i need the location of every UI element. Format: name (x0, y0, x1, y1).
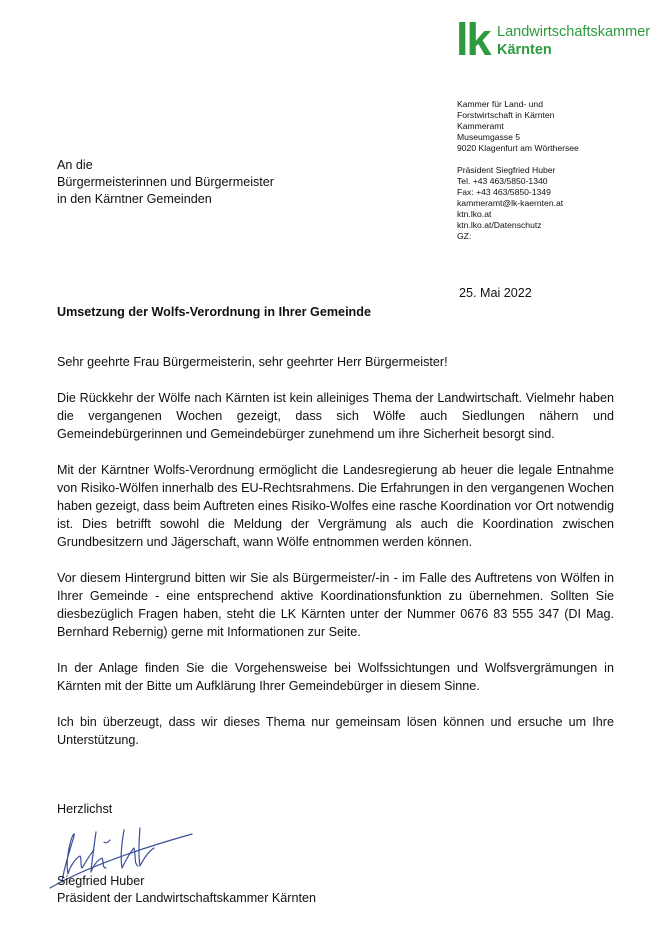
signer-name: Siegfried Huber (57, 874, 145, 888)
letter-date: 25. Mai 2022 (459, 286, 532, 300)
logo-line-1: Landwirtschaftskammer (497, 24, 651, 40)
sender-info (457, 99, 657, 242)
sender-line: Präsident Siegfried Huber (457, 165, 556, 175)
sender-reference: GZ: (457, 231, 472, 241)
letter-subject: Umsetzung der Wolfs-Verordnung in Ihrer Gemeinde (57, 305, 371, 319)
paragraph: Mit der Kärntner Wolfs-Verordnung ermöglicht die Landesregierung ab heuer die legale Entnahme von Risiko-Wölfen innerhalb des EU-Rechtsrahmens. Die Erfahrungen in den vergangenen Wochen haben gezeigt, dass beim Auftreten eines Risiko-Wolfes eine rasche Koordination vor Ort notwendig ist. Dies betrifft sowohl die Meldung der Vergrämung als auch die Koordination zwischen Grundbesitzern und Jägerschaft, wann Wölfe entnommen werden können. (57, 463, 615, 549)
logo-mark: lk (456, 14, 490, 65)
sender-email: kammeramt@lk-kaernten.at (457, 198, 564, 208)
paragraph: Die Rückkehr der Wölfe nach Kärnten ist kein alleiniges Thema der Landwirtschaft. Vielmehr haben die vergangenen Wochen gezeigt, dass sich Wölfe auch Siedlungen nähern und Gemeindebürgerinnen und Gemeindebürger zunehmend um ihre Sicherheit besorgt sind. (57, 391, 614, 441)
sender-line: Kammer für Land- und (457, 99, 543, 109)
paragraph: Vor diesem Hintergrund bitten wir Sie als Bürgermeister/-in - im Falle des Auftretens von Wölfen in Ihrer Gemeinde - eine entsprechend aktive Koordinationsfunktion zu übernehmen. Sollten Sie diesbezüglich Fragen haben, steht die LK Kärnten unter der Nummer 0676 83 555 347 (DI Mag. Bernhard Rebernig) gerne mit Informationen zur Seite. (57, 571, 614, 639)
sender-line: Kammeramt (457, 121, 504, 131)
sender-line: Museumgasse 5 (457, 132, 521, 142)
paragraph: In der Anlage finden Sie die Vorgehensweise bei Wolfssichtungen und Wolfsvergrämungen in Kärnten mit der Bitte um Aufklärung Ihrer Gemeindebürger in diesem Sinne. (57, 661, 614, 693)
recipient-line: in den Kärntner Gemeinden (57, 192, 212, 206)
logo-line-2: Kärnten (497, 42, 552, 58)
sender-line: Fax: +43 463/5850-1349 (457, 187, 551, 197)
recipient-address (57, 157, 274, 208)
salutation: Sehr geehrte Frau Bürgermeisterin, sehr geehrter Herr Bürgermeister! (57, 355, 448, 369)
sender-line: Forstwirtschaft in Kärnten (457, 110, 555, 120)
closing: Herzlichst (57, 802, 113, 816)
sender-website: ktn.lko.at (457, 209, 492, 219)
paragraph: Ich bin überzeugt, dass wir dieses Thema nur gemeinsam lösen können und ersuche um Ihre Unterstützung. (57, 715, 614, 747)
sender-line: Tel. +43 463/5850-1340 (457, 176, 548, 186)
recipient-line: An die (57, 158, 93, 172)
recipient-line: Bürgermeisterinnen und Bürgermeister (57, 175, 274, 189)
sender-line: 9020 Klagenfurt am Wörthersee (457, 143, 579, 153)
signer-block (57, 873, 316, 907)
signer-title: Präsident der Landwirtschaftskammer Kärnten (57, 891, 316, 905)
letter-body (57, 353, 614, 749)
sender-privacy-link: ktn.lko.at/Datenschutz (457, 220, 542, 230)
lk-logo (456, 14, 656, 65)
